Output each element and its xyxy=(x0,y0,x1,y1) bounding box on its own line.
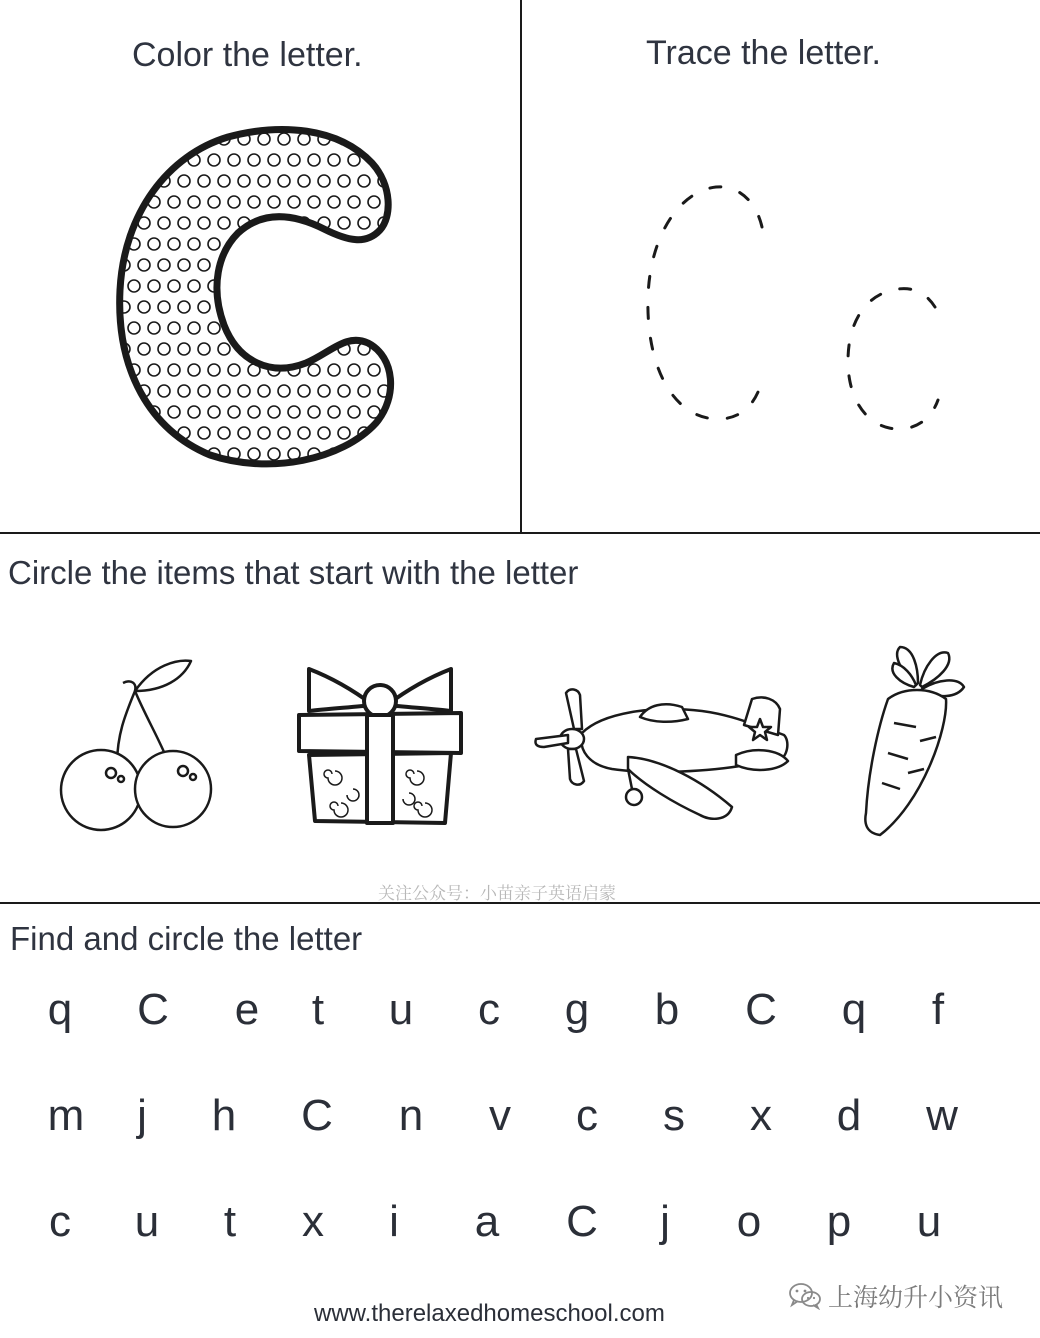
letter-cell[interactable]: c xyxy=(478,985,500,1034)
polka-dot xyxy=(378,301,390,313)
polka-dot xyxy=(308,238,320,250)
polka-dot xyxy=(268,322,280,334)
find-letter-title: Find and circle the letter xyxy=(10,920,363,957)
letter-cell[interactable]: a xyxy=(474,1197,500,1246)
polka-dot xyxy=(388,154,400,166)
bubble-letter-c-icon xyxy=(110,125,410,470)
polka-dot xyxy=(298,259,310,271)
letter-cell[interactable]: w xyxy=(926,1091,958,1140)
letter-cell[interactable]: b xyxy=(654,985,680,1034)
polka-dot xyxy=(348,280,360,292)
letter-cell[interactable]: d xyxy=(836,1091,862,1140)
polka-dot xyxy=(268,280,280,292)
polka-dot xyxy=(348,322,360,334)
polka-dot xyxy=(248,238,260,250)
polka-dot xyxy=(288,280,300,292)
polka-dot xyxy=(128,406,140,418)
polka-dot xyxy=(388,406,400,418)
letter-row-1 xyxy=(20,985,1020,1045)
polka-dot xyxy=(358,301,370,313)
letter-cell[interactable]: i xyxy=(389,1197,399,1246)
letter-cell[interactable]: u xyxy=(134,1197,160,1246)
polka-dot xyxy=(178,133,190,145)
trace-letters-icon xyxy=(630,175,960,445)
polka-dot xyxy=(328,322,340,334)
polka-dot xyxy=(378,133,390,145)
watermark-text: 关注公众号：小苗亲子英语启蒙 xyxy=(378,884,616,904)
polka-dot xyxy=(388,280,400,292)
polka-dot xyxy=(308,280,320,292)
polka-dot xyxy=(148,154,160,166)
polka-dot xyxy=(118,427,130,439)
letter-row-2 xyxy=(20,1091,1020,1151)
letter-cell[interactable]: C xyxy=(745,985,777,1034)
color-letter-title: Color the letter. xyxy=(132,36,363,74)
polka-dot xyxy=(228,280,240,292)
letter-cell[interactable]: q xyxy=(47,985,73,1034)
letter-cell[interactable]: e xyxy=(234,985,260,1034)
polka-dot xyxy=(238,301,250,313)
polka-dot xyxy=(258,343,270,355)
letter-cell[interactable]: C xyxy=(137,985,169,1034)
letter-cell[interactable]: v xyxy=(489,1091,511,1140)
polka-dot xyxy=(338,259,350,271)
letter-cell[interactable]: n xyxy=(398,1091,424,1140)
letter-cell[interactable]: t xyxy=(223,1197,237,1246)
letter-cell[interactable]: j xyxy=(660,1197,670,1246)
letter-cell[interactable]: c xyxy=(576,1091,598,1140)
circle-items-title: Circle the items that start with the letter xyxy=(8,554,579,591)
polka-dot xyxy=(258,259,270,271)
polka-dot xyxy=(118,385,130,397)
letter-cell[interactable]: C xyxy=(301,1091,333,1140)
letter-cell[interactable]: C xyxy=(566,1197,598,1246)
letter-cell[interactable]: u xyxy=(916,1197,942,1246)
polka-dot xyxy=(278,259,290,271)
footer-url-link[interactable]: www.therelaxedhomeschool.com xyxy=(314,1300,665,1327)
polka-dot xyxy=(138,133,150,145)
letter-cell[interactable]: s xyxy=(663,1091,685,1140)
polka-dot xyxy=(298,343,310,355)
polka-dot xyxy=(148,448,160,460)
letter-cell[interactable]: x xyxy=(750,1091,772,1140)
carrot-icon xyxy=(858,643,968,838)
polka-dot xyxy=(368,322,380,334)
polka-dot xyxy=(288,322,300,334)
polka-dot xyxy=(318,259,330,271)
polka-dot xyxy=(298,301,310,313)
letter-cell[interactable]: x xyxy=(302,1197,324,1246)
letter-cell[interactable]: u xyxy=(388,985,414,1034)
vertical-divider xyxy=(520,0,522,534)
polka-dot xyxy=(118,133,130,145)
polka-dot xyxy=(348,448,360,460)
letter-cell[interactable]: q xyxy=(841,985,867,1034)
letter-cell[interactable]: o xyxy=(736,1197,762,1246)
polka-dot xyxy=(278,343,290,355)
polka-dot xyxy=(388,238,400,250)
letter-cell[interactable]: p xyxy=(826,1197,852,1246)
polka-dot xyxy=(118,175,130,187)
gift-box-icon xyxy=(295,665,465,825)
trace-lowercase-c-icon xyxy=(848,289,938,429)
polka-dot xyxy=(128,448,140,460)
polka-dot xyxy=(248,322,260,334)
polka-dot xyxy=(168,448,180,460)
polka-dot xyxy=(388,322,400,334)
letter-cell[interactable]: c xyxy=(49,1197,71,1246)
airplane-icon xyxy=(532,685,794,820)
polka-dot xyxy=(328,280,340,292)
letter-cell[interactable]: j xyxy=(137,1091,147,1140)
polka-dot xyxy=(378,427,390,439)
wechat-account-label: 上海幼升小资讯 xyxy=(828,1283,1004,1312)
letter-cell[interactable]: m xyxy=(47,1091,85,1140)
polka-dot xyxy=(358,133,370,145)
polka-dot xyxy=(258,301,270,313)
polka-dot xyxy=(268,238,280,250)
polka-dot xyxy=(128,196,140,208)
polka-dot xyxy=(388,448,400,460)
polka-dot xyxy=(248,280,260,292)
letter-cell[interactable]: g xyxy=(564,985,590,1034)
polka-dot xyxy=(338,301,350,313)
polka-dot xyxy=(138,175,150,187)
polka-dot xyxy=(308,322,320,334)
polka-dot xyxy=(138,427,150,439)
wechat-attribution xyxy=(788,1278,1003,1314)
polka-dot xyxy=(328,238,340,250)
polka-dot xyxy=(128,154,140,166)
polka-dot xyxy=(118,217,130,229)
wechat-icon xyxy=(788,1282,822,1310)
polka-dot xyxy=(158,133,170,145)
trace-letter-title: Trace the letter. xyxy=(646,34,881,72)
polka-dot xyxy=(378,259,390,271)
trace-uppercase-c-icon xyxy=(648,187,762,419)
letter-cell[interactable]: h xyxy=(211,1091,237,1140)
polka-dot xyxy=(368,280,380,292)
polka-dot xyxy=(278,301,290,313)
polka-dot xyxy=(318,301,330,313)
letter-cell[interactable]: f xyxy=(931,985,945,1034)
letter-cell[interactable]: t xyxy=(311,985,325,1034)
letter-row-3 xyxy=(20,1197,1020,1257)
polka-dot xyxy=(368,448,380,460)
horizontal-divider-top xyxy=(0,532,1040,534)
cherry-icon xyxy=(55,655,220,835)
polka-dot xyxy=(238,259,250,271)
polka-dot xyxy=(288,238,300,250)
polka-dot xyxy=(358,259,370,271)
